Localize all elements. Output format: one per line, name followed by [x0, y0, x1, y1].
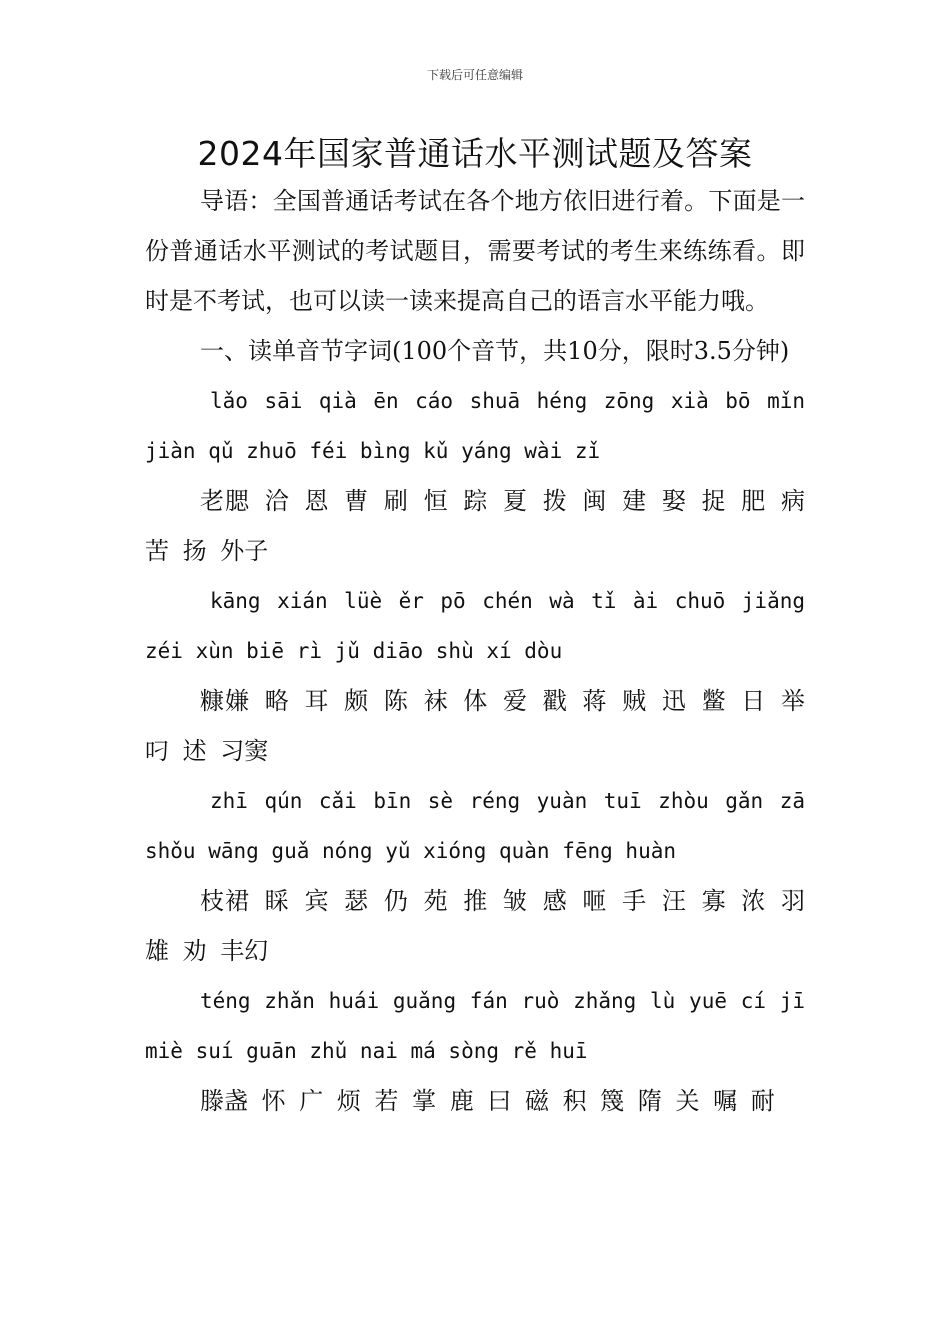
- section-heading: 一、读单音节字词(100个音节，共10分，限时3.5分钟): [200, 337, 790, 365]
- pinyin-line: kāng xián lüè ěr pō chén wà tǐ ài chuō jiǎng zéi xùn biē rì jǔ diāo shù xí dòu: [145, 589, 805, 663]
- intro-paragraph: 导语：全国普通话考试在各个地方依旧进行着。下面是一份普通话水平测试的考试题目，需要考试的考生来练练看。即时是不考试，也可以读一读来提高自己的语言水平能力哦。: [145, 187, 805, 315]
- document-body: [145, 176, 805, 1126]
- pinyin-line: lǎo sāi qià ēn cáo shuā héng zōng xià bō mǐn jiàn qǔ zhuō féi bìng kǔ yáng wài zǐ: [145, 389, 805, 463]
- hanzi-line: 枝裙 睬 宾 瑟 仍 苑 推 皱 感 咂 手 汪 寡 浓 羽 雄 劝 丰幻: [145, 887, 805, 965]
- pinyin-line: téng zhǎn huái guǎng fán ruò zhǎng lù yuē cí jī miè suí guān zhǔ nai má sòng rě huī: [145, 989, 805, 1063]
- pinyin-line: zhī qún cǎi bīn sè réng yuàn tuī zhòu gǎn zā shǒu wāng guǎ nóng yǔ xióng quàn fēng huàn: [145, 789, 805, 863]
- hanzi-line: 滕盏 怀 广 烦 若 掌 鹿 曰 磁 积 篾 隋 关 嘱 耐: [200, 1087, 775, 1115]
- page-title: 2024年国家普通话水平测试题及答案: [197, 134, 753, 173]
- header-note: 下载后可任意编辑: [426, 68, 523, 82]
- hanzi-line: 老腮 洽 恩 曹 刷 恒 踪 夏 拨 闽 建 娶 捉 肥 病 苦 扬 外子: [145, 487, 805, 565]
- hanzi-line: 糠嫌 略 耳 颇 陈 袜 体 爱 戳 蒋 贼 迅 鳖 日 举 叼 述 习窦: [145, 687, 805, 765]
